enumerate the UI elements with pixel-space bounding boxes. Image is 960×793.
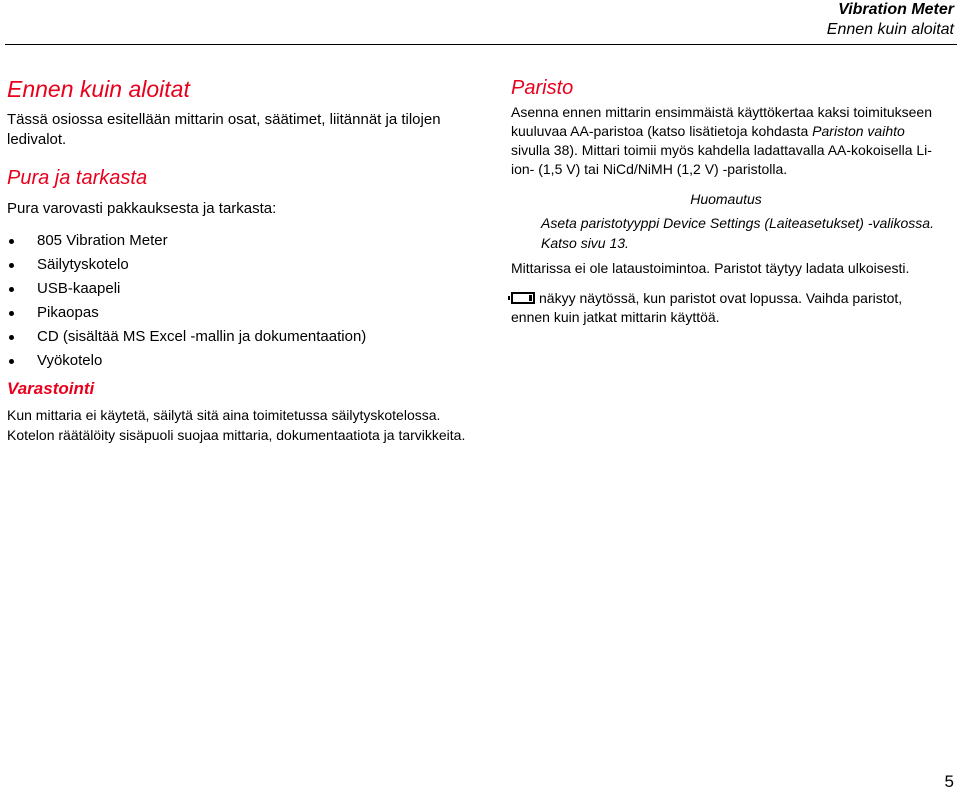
bullet-icon bbox=[9, 287, 14, 292]
battery-text-a: Asenna ennen mittarin ensimmäistä käyttökertaa kaksi toimitukseen kuuluvaa AA-paristoa (katso lisätietoja kohdasta bbox=[511, 104, 932, 139]
left-column bbox=[7, 74, 477, 445]
right-column bbox=[511, 75, 941, 327]
bullet-icon bbox=[9, 359, 14, 364]
list-item bbox=[7, 253, 477, 277]
battery-replace-link[interactable]: Pariston vaihto bbox=[812, 123, 905, 139]
battery-paragraph-1 bbox=[511, 103, 941, 179]
battery-text-3: näkyy näytössä, kun paristot ovat lopussa. Vaihda paristot, ennen kuin jatkat mittarin käyttöä. bbox=[511, 290, 903, 325]
page-number: 5 bbox=[944, 772, 954, 791]
list-item-text: 805 Vibration Meter bbox=[37, 232, 168, 249]
unpack-lead: Pura varovasti pakkauksesta ja tarkasta: bbox=[7, 200, 277, 217]
list-item bbox=[7, 277, 477, 301]
battery-paragraph-2: Mittarissa ei ole lataustoimintoa. Paristot täytyy ladata ulkoisesti. bbox=[511, 260, 910, 276]
header-subtitle: Ennen kuin aloitat bbox=[826, 21, 954, 38]
header-title: Vibration Meter bbox=[838, 1, 954, 18]
list-item-text: Vyökotelo bbox=[37, 352, 103, 369]
header-divider bbox=[5, 44, 957, 45]
list-item bbox=[7, 301, 477, 325]
intro-paragraph: Tässä osiossa esitellään mittarin osat, säätimet, liitännät ja tilojen ledivalot. bbox=[7, 111, 441, 148]
unpack-heading: Pura ja tarkasta bbox=[7, 167, 148, 189]
bullet-icon bbox=[9, 239, 14, 244]
list-item bbox=[7, 229, 477, 253]
note-text: Aseta paristotyyppi Device Settings (Laiteasetukset) -valikossa. Katso sivu 13. bbox=[541, 215, 934, 251]
storage-heading: Varastointi bbox=[7, 379, 95, 398]
bullet-icon bbox=[9, 311, 14, 316]
bullet-icon bbox=[9, 335, 14, 340]
list-item bbox=[7, 349, 477, 373]
contents-list bbox=[7, 229, 477, 373]
battery-paragraph-3 bbox=[511, 289, 941, 327]
list-item-text: USB-kaapeli bbox=[37, 280, 121, 297]
list-item-text: CD (sisältää MS Excel -mallin ja dokumentaation) bbox=[37, 328, 367, 345]
storage-paragraph: Kun mittaria ei käytetä, säilytä sitä aina toimitetussa säilytyskotelossa. Kotelon räätälöity sisäpuoli suojaa mittaria, dokumentaatiota ja tarvikkeita. bbox=[7, 407, 466, 443]
main-heading: Ennen kuin aloitat bbox=[7, 76, 190, 102]
list-item-text: Pikaopas bbox=[37, 304, 99, 321]
bullet-icon bbox=[9, 263, 14, 268]
battery-heading: Paristo bbox=[511, 77, 574, 99]
list-item-text: Säilytyskotelo bbox=[37, 256, 129, 273]
note-title: Huomautus bbox=[690, 191, 762, 207]
list-item bbox=[7, 325, 477, 349]
battery-text-b: sivulla 38). Mittari toimii myös kahdella ladattavalla AA-kokoisella Li-ion- (1,5 V) tai NiCd/NiMH (1,2 V) -paristolla. bbox=[511, 142, 932, 177]
page-header bbox=[827, 0, 954, 40]
low-battery-icon bbox=[511, 292, 535, 304]
